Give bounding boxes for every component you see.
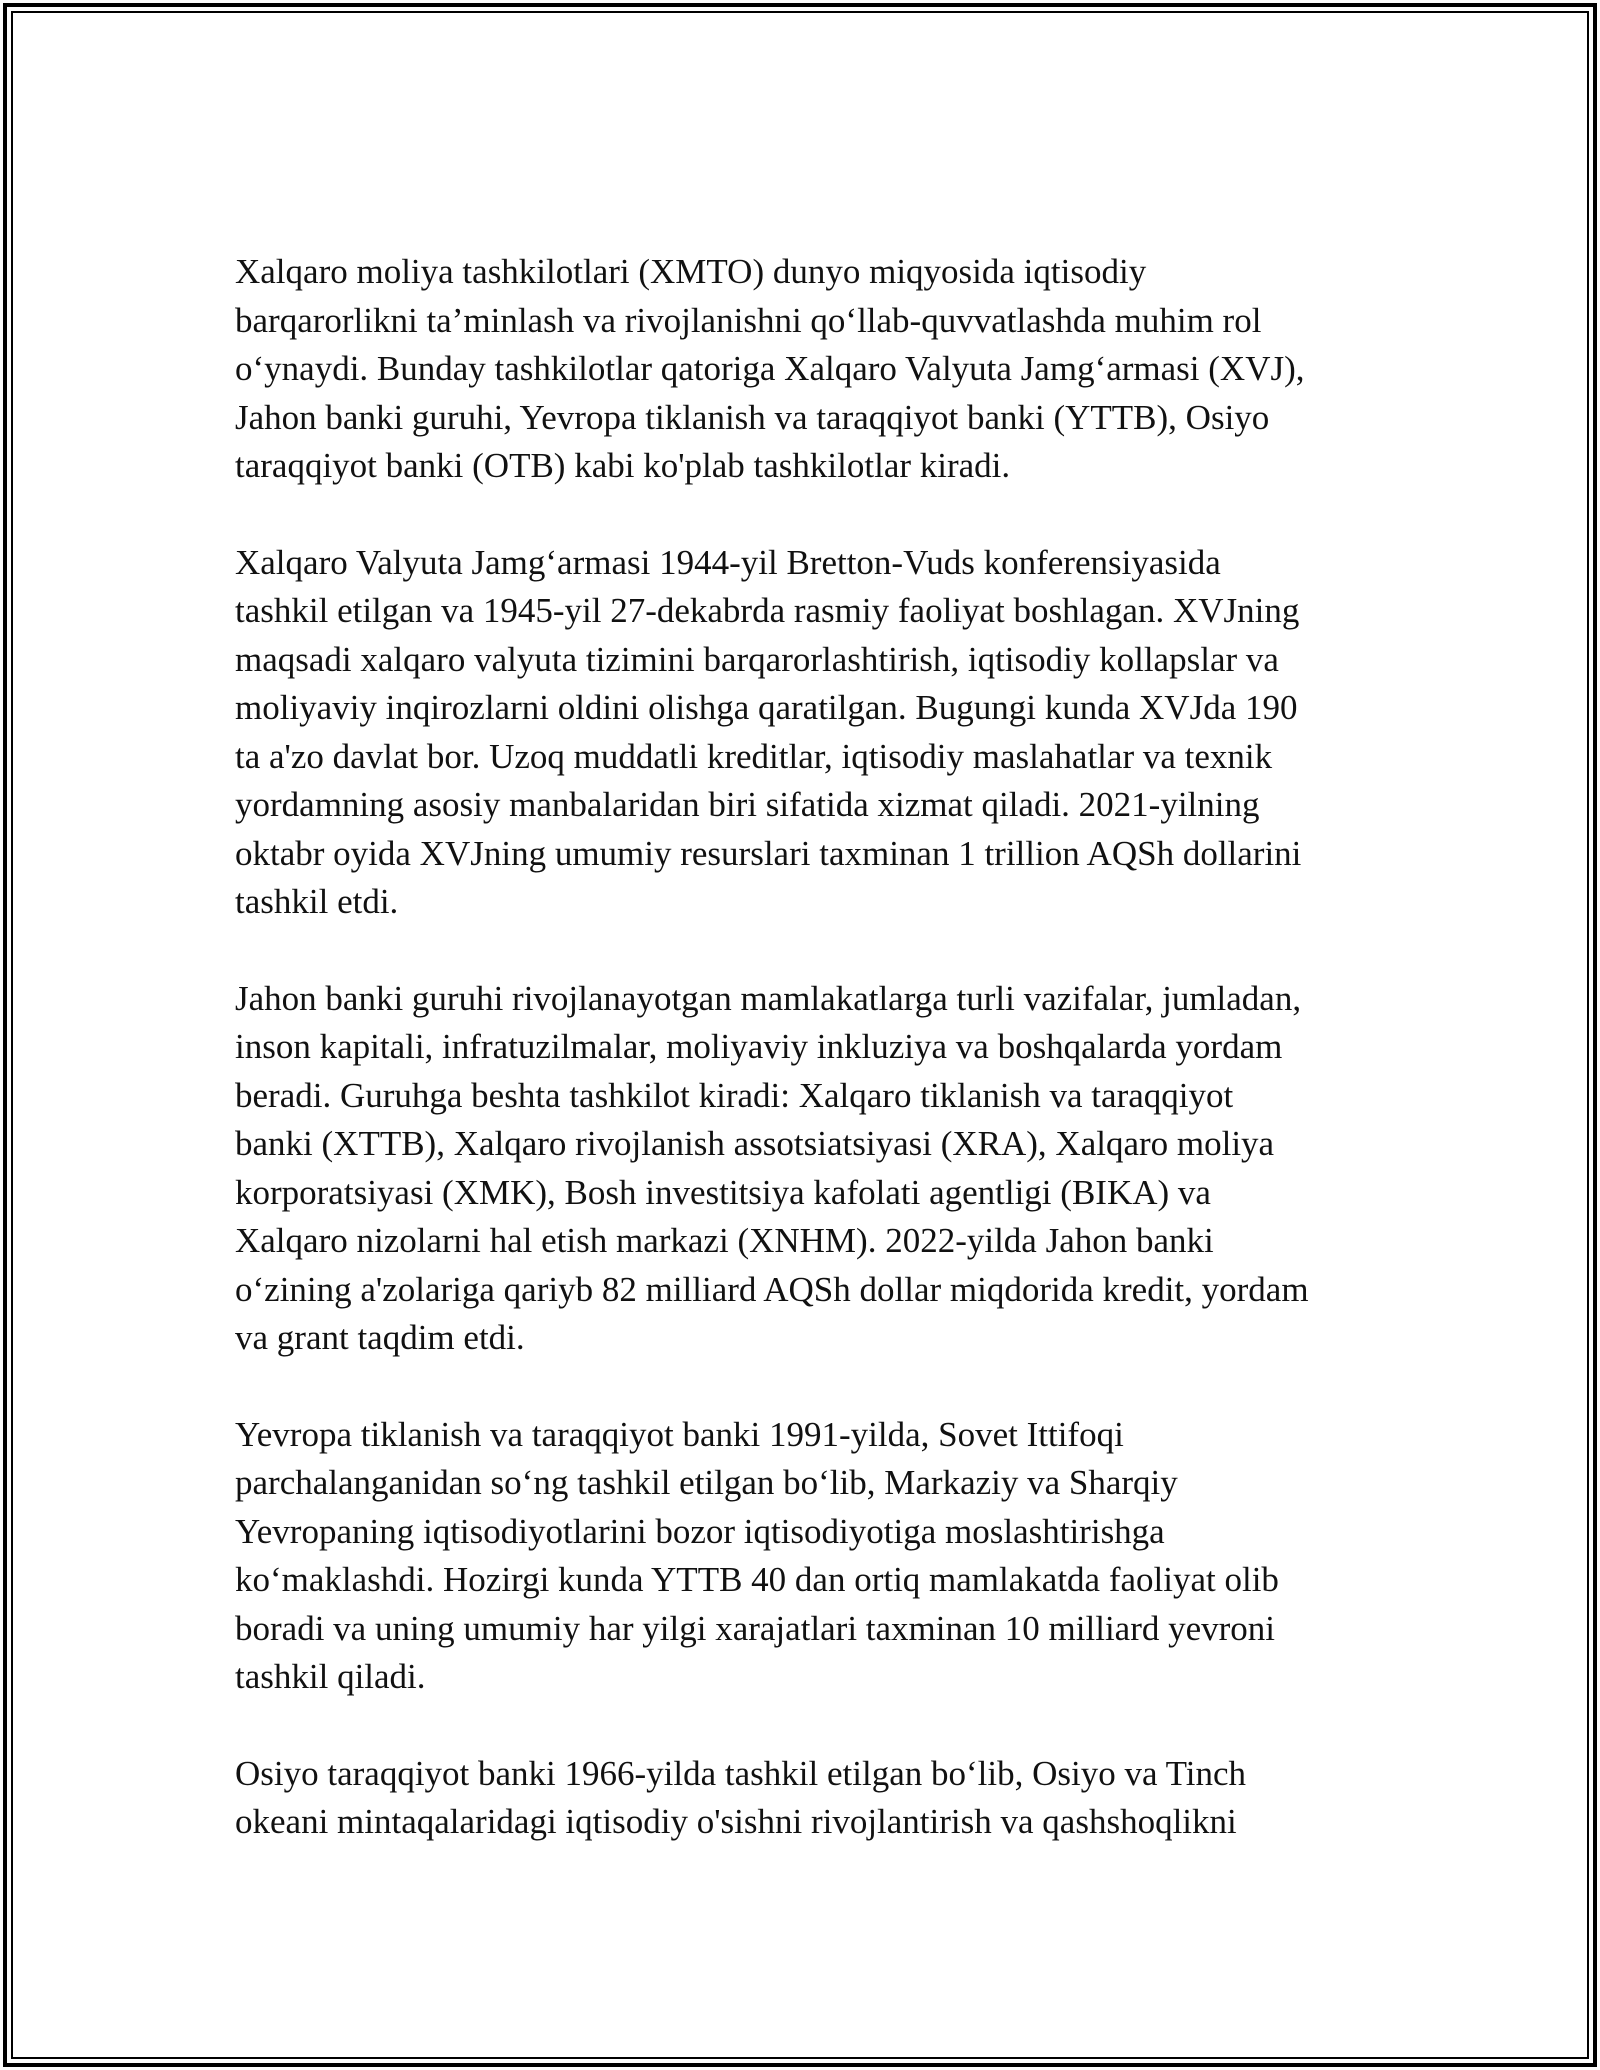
paragraph-xvj: Xalqaro Valyuta Jamg‘armasi 1944-yil Bretton-Vuds konferensiyasida tashkil etilgan va 1945-yil 27-dekabrda rasmiy faoliyat boshlagan. XVJning maqsadi xalqaro valyuta tizimini barqarorlashtirish, iqtisodiy kollapslar va moliyaviy inqirozlarni oldini olishga qaratilgan. Bugungi kunda XVJda 190 ta a'zo davlat bor. Uzoq muddatli kreditlar, iqtisodiy maslahatlar va texnik yordamning asosiy manbalaridan biri sifatida xizmat qiladi. 2021-yilning oktabr oyida XVJning umumiy resurslari taxminan 1 trillion AQSh dollarini tashkil etdi.: [235, 542, 1302, 921]
paragraph-otb: Osiyo taraqqiyot banki 1966-yilda tashkil etilgan bo‘lib, Osiyo va Tinch okeani mintaqalaridagi iqtisodiy o'sishni rivojlantirish va qashshoqlikni: [235, 1753, 1247, 1841]
paragraph-yttb: Yevropa tiklanish va taraqqiyot banki 1991-yilda, Sovet Ittifoqi parchalanganidan so‘ng tashkil etilgan bo‘lib, Markaziy va Sharqiy Yevropaning iqtisodiyotlarini bozor iqtisodiyotiga moslashtirishga ko‘maklashdi. Hozirgi kunda YTTB 40 dan ortiq mamlakatda faoliyat olib boradi va uning umumiy har yilgi xarajatlari taxminan 10 milliard yevroni tashkil qiladi.: [235, 1414, 1279, 1696]
paragraph-xmto-intro: Xalqaro moliya tashkilotlari (XMTO) dunyo miqyosida iqtisodiy barqarorlikni ta’minlash va rivojlanishni qo‘llab-quvvatlashda muhim rol o‘ynaydi. Bunday tashkilotlar qatoriga Xalqaro Valyuta Jamg‘armasi (XVJ), Jahon banki guruhi, Yevropa tiklanish va taraqqiyot banki (YTTB), Osiyo taraqqiyot banki (OTB) kabi ko'plab tashkilotlar kiradi.: [235, 252, 1305, 485]
paragraph-world-bank: Jahon banki guruhi rivojlanayotgan mamlakatlarga turli vazifalar, jumladan, inson kapitali, infratuzilmalar, moliyaviy inkluziya va boshqalarda yordam beradi. Guruhga beshta tashkilot kiradi: Xalqaro tiklanish va taraqqiyot banki (XTTB), Xalqaro rivojlanish assotsiatsiyasi (XRA), Xalqaro moliya korporatsiyasi (XMK), Bosh investitsiya kafolati agentligi (BIKA) va Xalqaro nizolarni hal etish markazi (XNHM). 2022-yilda Jahon banki o‘zining a'zolariga qariyb 82 milliard AQSh dollar miqdorida kredit, yordam va grant taqdim etdi.: [235, 978, 1309, 1357]
document-body: [235, 248, 1365, 1895]
